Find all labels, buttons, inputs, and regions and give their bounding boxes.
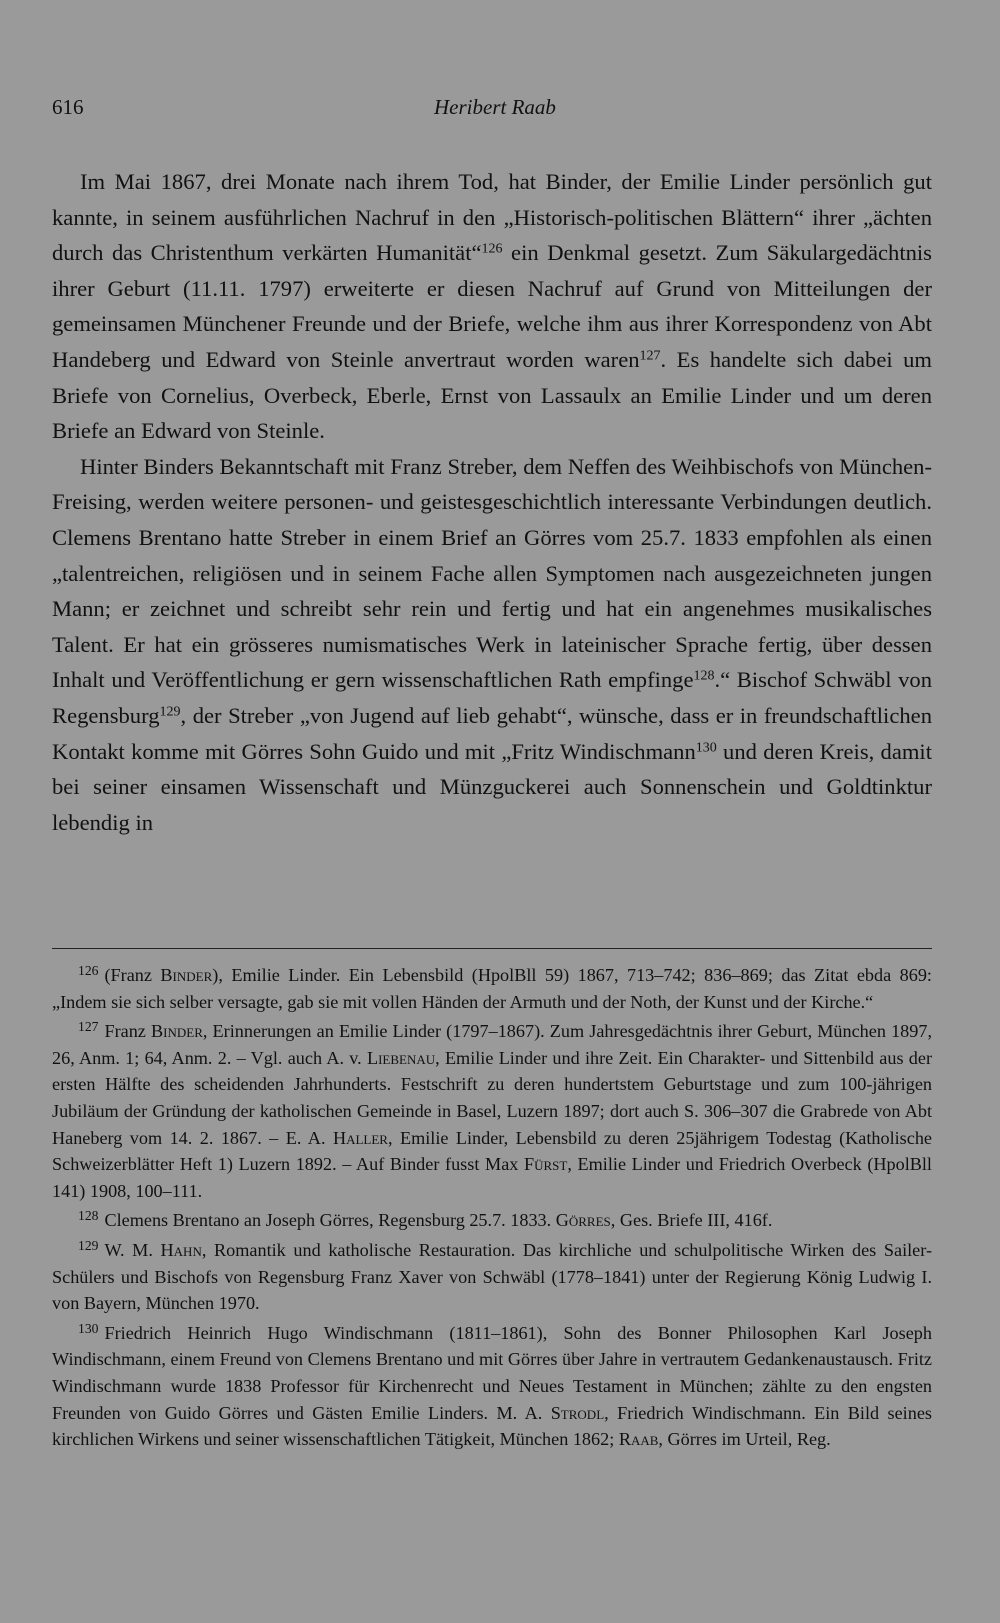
footnote-number: 126 [78, 962, 99, 978]
footnote-127: $^{127}$ Franz Binder, Erinnerungen an Emilie Linder (1797–1867). Zum Jahresgedächtnis ihrer Geburt, München 1897, 26, Anm. 1; 64, Anm. 2. – Vgl. auch A. v. Liebenau, Emilie Linder und ihre Zeit. Ein Charakter- und Sittenbild aus der ersten Hälfte des scheidenden Jahrhunderts. Festschrift zu deren hundertstem Geburtstage und zum 100-jährigen Jubiläum der Gründung der katholischen Gemeinde in Basel, Luzern 1897; dort auch S. 306–307 die Grabrede von Abt Haneberg vom 14. 2. 1867. – E. A. Haller, Emilie Linder, Lebensbild zu deren 25jährigem Todestag (Katholische Schweizerblätter Heft 1) Luzern 1892. – Auf Binder fusst Max Fürst, Emilie Linder und Friedrich Overbeck (HpolBll 141) 1908, 100–111. [52, 1019, 933, 1201]
body-paragraph: Im Mai 1867, drei Monate nach ihrem Tod, hat Binder, der Emilie Linder persönlich gut kannte, in seinem ausführlichen Nachruf in den „Historisch-politischen Blättern“ ihrer „ächten durch das Christenthum verkärten Humanität“$^{126}$ ein Denkmal gesetzt. Zum Säkulargedächtnis ihrer Geburt (11.11. 1797) erweiterte er diesen Nachruf auf Grund von Mitteilungen der gemeinsamen Münchener Freunde und der Briefe, welche ihm aus ihrer Korrespondenz von Abt Handeberg und Edward von Steinle anvertraut worden waren$^{127}$. Es handelte sich dabei um Briefe von Cornelius, Overbeck, Eberle, Ernst von Lassaulx an Emilie Linder und um deren Briefe an Edward von Steinle. [52, 169, 932, 444]
footnote-reference: 126 [481, 241, 503, 257]
footnote-130: $^{130}$ Friedrich Heinrich Hugo Windischmann (1811–1861), Sohn des Bonner Philosophen Karl Joseph Windischmann, einem Freund von Clemens Brentano und mit Görres über Jahre in vertrautem Gedankenaustausch. Fritz Windischmann wurde 1838 Professor für Kirchenrecht und Neues Testament in München; zählte zu den engsten Freunden von Guido Görres und Gästen Emilie Linders. M. A. Strodl, Friedrich Windischmann. Ein Bild seines kirchlichen Wirkens und seiner wissenschaftlichen Tätigkeit, München 1862; Raab, Görres im Urteil, Reg. [52, 1320, 932, 1450]
footnote-reference: 129 [159, 704, 181, 720]
footnotes [52, 962, 932, 1456]
footnote-129: $^{129}$ W. M. Hahn, Romantik und katholische Restauration. Das kirchliche und schulpolitische Wirken des Sailer-Schülers und Bischofs von Regensburg Franz Xaver von Schwäbl (1778–1841) unter der Regierung König Ludwig I. von Bayern, München 1970. [52, 1237, 933, 1314]
page-number: 616 [52, 95, 84, 119]
footnote-number: 128 [78, 1208, 99, 1224]
body-text [52, 164, 932, 840]
footnote-reference: 128 [693, 668, 715, 684]
footnote-128: $^{128}$ Clemens Brentano an Joseph Görres, Regensburg 25.7. 1833. Görres, Ges. Briefe III, 416f. [78, 1208, 773, 1231]
footnote-number: 127 [78, 1019, 99, 1035]
footnote-number: 130 [78, 1320, 99, 1336]
running-head [52, 95, 904, 125]
footnote-number: 129 [78, 1237, 99, 1253]
footnote-126: $^{126}$ (Franz Binder), Emilie Linder. Ein Lebensbild (HpolBll 59) 1867, 713–742; 836–869; das Zitat ebda 869: „Indem sie sich selber versagte, gab sie mit vollen Händen der Armuth und der Noth, der Kunst und der Kirche.“ [52, 962, 932, 1012]
footnote-reference: 127 [639, 348, 661, 364]
body-paragraph: Hinter Binders Bekanntschaft mit Franz Streber, dem Neffen des Weihbischofs von München-Freising, werden weitere personen- und geistesgeschichtlich interessante Verbindungen deutlich. Clemens Brentano hatte Streber in einem Brief an Görres vom 25.7. 1833 empfohlen als einen „talentreichen, religiösen und in seinem Fache allen Symptomen nach ausgezeichneten jungen Mann; er zeichnet und schreibt sehr rein und fertig und hat ein angenehmes musikalisches Talent. Er hat ein grösseres numismatisches Werk in lateinischer Sprache fertig, über dessen Inhalt und Veröffentlichung er gern wissenschaftlichen Rath empfinge$^{128}$.“ Bischof Schwäbl von Regensburg$^{129}$, der Streber „von Jugend auf lieb gehabt“, wünsche, dass er in freundschaftlichen Kontakt komme mit Görres Sohn Guido und mit „Fritz Windischmann$^{130}$ und deren Kreis, damit bei seiner einsamen Wissenschaft und Münzguckerei auch Sonnenschein und Goldtinktur lebendig in [52, 453, 932, 835]
footnote-reference: 130 [695, 739, 717, 755]
footnote-separator-rule [52, 948, 932, 949]
running-title: Heribert Raab [434, 95, 556, 119]
